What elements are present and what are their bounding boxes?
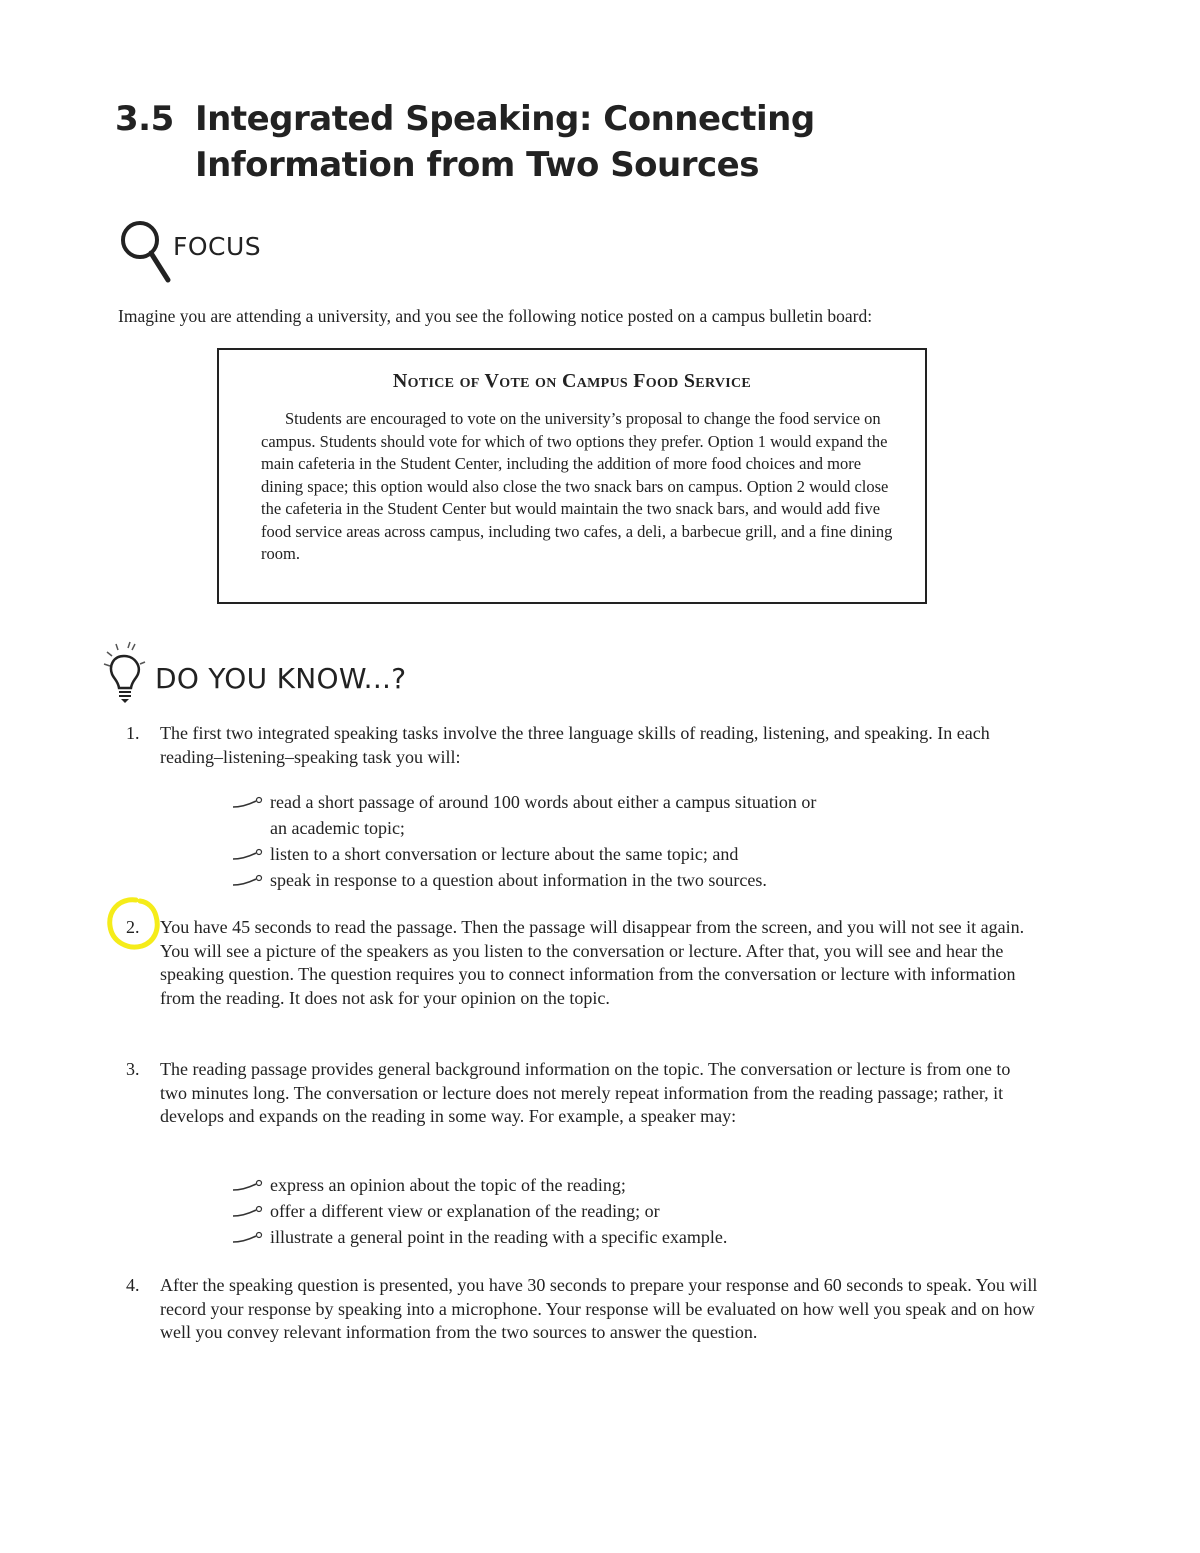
bullet-text: express an opinion about the topic of the reading; [270,1175,626,1195]
do-you-know-label: DO YOU KNOW...? [155,662,407,695]
bullet-list-3 [232,1172,952,1250]
bullet-item [232,789,952,841]
section-title-line2: Information from Two Sources [195,145,759,185]
section-title-line1: Integrated Speaking: Connecting [195,99,815,139]
bullet-text: read a short passage of around 100 words about either a campus situation or [270,792,817,812]
bullet-text: illustrate a general point in the reading with a specific example. [270,1227,728,1247]
list-item-text: The reading passage provides general background information on the topic. The conversation or lecture is from one to two minutes long. The conversation or lecture does not merely repeat information from the reading passage; rather, it develops and expands on the reading in some way. For example, a speaker may: [160,1059,1011,1126]
list-item-3 [118,1058,1038,1129]
bullet-item [232,1198,952,1224]
bullet-item [232,841,952,867]
notice-box [217,348,927,604]
list-item-number: 1. [126,723,140,743]
list-item-number: 2. [126,917,140,937]
magnifier-icon [118,218,174,284]
bullet-item [232,1224,952,1250]
list-item-4 [118,1274,1038,1345]
list-item-text: After the speaking question is presented, you have 30 seconds to prepare your response and 60 seconds to speak. You will record your response by speaking into a microphone. Your response will be evaluated on how well you speak and on how well you convey relevant information from the two sources to answer the question. [160,1275,1038,1342]
bullet-item [232,867,952,893]
list-item-number: 3. [126,1059,140,1079]
section-heading [115,96,1015,188]
arrow-bullet-icon [232,796,264,810]
bullet-text: listen to a short conversation or lecture about the same topic; and [270,844,739,864]
section-number: 3.5 [115,99,174,139]
arrow-bullet-icon [232,848,264,862]
lightbulb-icon [98,640,154,706]
notice-body: Students are encouraged to vote on the university’s proposal to change the food service on campus. Students should vote for which of two options they prefer. Option 1 would expand the main cafeteria in the Student Center, including the addition of more food choices and more dining space; this option would also close the two snack bars on campus. Option 2 would close the cafeteria in the Student Center but would maintain the two snack bars, and would add five food service areas across campus, including two cafes, a deli, a barbecue grill, and a fine dining room. [261,409,893,563]
list-item-1 [118,722,1038,769]
bullet-item [232,1172,952,1198]
arrow-bullet-icon [232,874,264,888]
intro-text: Imagine you are attending a university, and you see the following notice posted on a campus bulletin board: [118,306,873,326]
bullet-text: offer a different view or explanation of the reading; or [270,1201,660,1221]
focus-label: FOCUS [173,232,262,261]
list-item-number: 4. [126,1275,140,1295]
arrow-bullet-icon [232,1179,264,1193]
arrow-bullet-icon [232,1205,264,1219]
list-item-text: The first two integrated speaking tasks involve the three language skills of reading, listening, and speaking. In each reading–listening–speaking task you will: [160,723,990,767]
list-item-2 [118,916,1038,1010]
bullet-list-1 [232,789,952,893]
list-item-text: You have 45 seconds to read the passage. Then the passage will disappear from the screen, and you will not see it again. You will see a picture of the speakers as you listen to the conversation or lecture. After that, you will see and hear the speaking question. The question requires you to connect information from the conversation or lecture with information from the reading. It does not ask for your opinion on the topic. [160,917,1025,1008]
notice-title: Notice of Vote on Campus Food Service [392,370,752,392]
arrow-bullet-icon [232,1231,264,1245]
bullet-continuation: an academic topic; [270,818,405,838]
bullet-text: speak in response to a question about information in the two sources. [270,870,767,890]
